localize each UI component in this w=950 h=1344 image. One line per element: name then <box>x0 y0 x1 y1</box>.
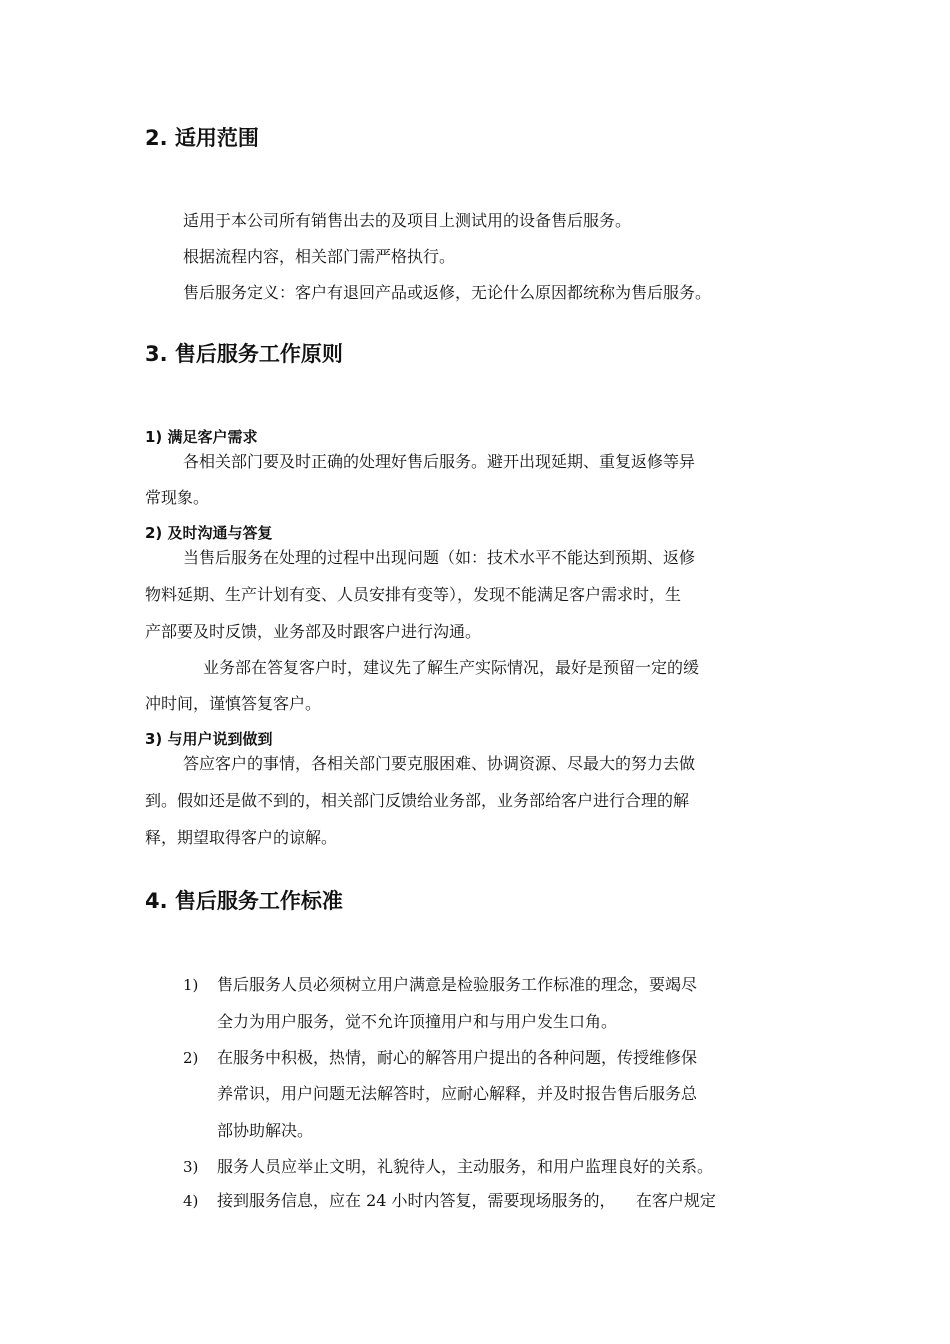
section-heading: 2. 适用范围 <box>145 126 259 150</box>
list-number: 1) <box>183 976 199 994</box>
list-item-line: 在服务中积极，热情，耐心的解答用户提出的各种问题，传授维修保 <box>217 1048 698 1067</box>
paragraph-line: 售后服务定义：客户有退回产品或返修，无论什么原因都统称为售后服务。 <box>183 283 712 302</box>
principle-title: 1) 满足客户需求 <box>145 428 258 446</box>
principle-title: 2) 及时沟通与答复 <box>145 524 273 542</box>
list-item-line: 服务人员应举止文明，礼貌待人，主动服务，和用户监理良好的关系。 <box>217 1157 714 1176</box>
paragraph-line: 各相关部门要及时正确的处理好售后服务。避开出现延期、重复返修等异 <box>183 452 696 471</box>
paragraph-line: 产部要及时反馈，业务部及时跟客户进行沟通。 <box>145 622 482 641</box>
paragraph-line: 到。假如还是做不到的，相关部门反馈给业务部，业务部给客户进行合理的解 <box>145 791 690 810</box>
section-heading: 4. 售后服务工作标准 <box>145 889 343 913</box>
paragraph-line: 冲时间，谨慎答复客户。 <box>145 694 322 713</box>
paragraph-line: 业务部在答复客户时，建议先了解生产实际情况，最好是预留一定的缓 <box>203 658 700 677</box>
list-number: 2) <box>183 1049 199 1067</box>
paragraph-line: 物料延期、生产计划有变、人员安排有变等），发现不能满足客户需求时，生 <box>145 585 682 604</box>
paragraph-line: 根据流程内容，相关部门需严格执行。 <box>183 247 456 266</box>
list-item-line: 全力为用户服务，觉不允许顶撞用户和与用户发生口角。 <box>217 1012 618 1031</box>
paragraph-line: 当售后服务在处理的过程中出现问题（如：技术水平不能达到预期、返修 <box>183 548 696 567</box>
list-number: 4) <box>183 1192 199 1210</box>
principle-title: 3) 与用户说到做到 <box>145 730 273 748</box>
paragraph-line: 答应客户的事情，各相关部门要克服困难、协调资源、尽最大的努力去做 <box>183 754 696 773</box>
paragraph-line: 释，期望取得客户的谅解。 <box>145 828 338 847</box>
list-item-line: 部协助解决。 <box>217 1121 314 1140</box>
section-heading: 3. 售后服务工作原则 <box>145 342 343 366</box>
list-number: 3) <box>183 1158 199 1176</box>
paragraph-line: 适用于本公司所有销售出去的及项目上测试用的设备售后服务。 <box>183 211 632 230</box>
paragraph-line: 常现象。 <box>145 488 210 507</box>
list-item-line: 养常识，用户问题无法解答时，应耐心解释，并及时报告售后服务总 <box>217 1084 698 1103</box>
list-item-line: 售后服务人员必须树立用户满意是检验服务工作标准的理念，要竭尽 <box>217 975 698 994</box>
list-item-line: 接到服务信息，应在 24 小时内答复，需要现场服务的， 在客户规定 <box>217 1191 716 1210</box>
